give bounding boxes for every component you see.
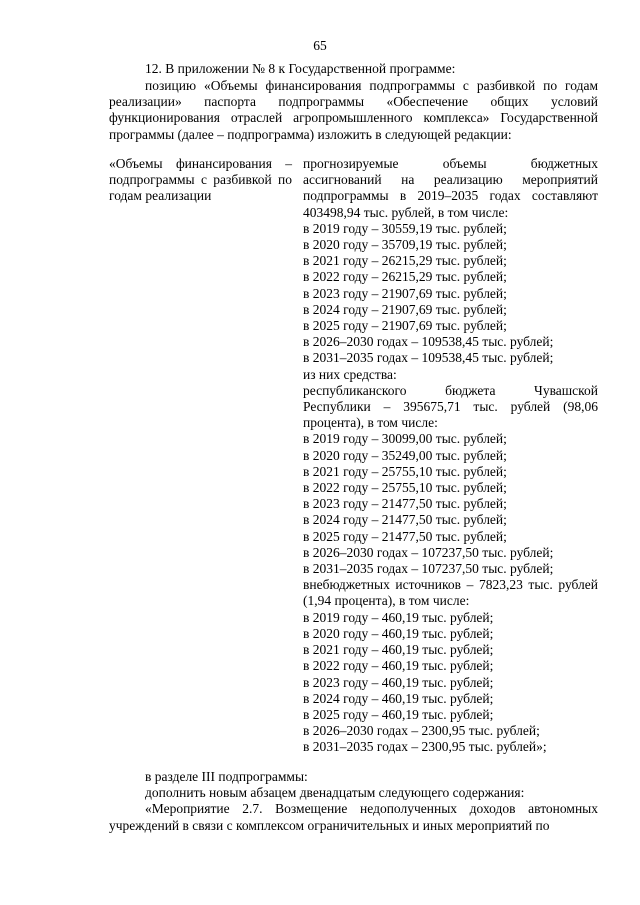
year-line: в 2021 году – 460,19 тыс. рублей; [303, 642, 494, 658]
republic-years-list [303, 431, 598, 577]
total-intro: прогнозируемые объемы бюджетных ассигнований на реализацию мероприятий подпрограммы в 2019–2035 годах составляют 403498,94 тыс. рублей, в том числе: [303, 156, 598, 220]
year-line: в 2024 году – 21477,50 тыс. рублей; [303, 512, 507, 528]
year-line: в 2024 году – 21907,69 тыс. рублей; [303, 301, 507, 317]
extra-intro: внебюджетных источников – 7823,23 тыс. рублей (1,94 процента), в том числе: [303, 577, 598, 609]
year-line: в 2022 году – 460,19 тыс. рублей; [303, 658, 494, 674]
year-line: в 2019 году – 30559,19 тыс. рублей; [303, 220, 507, 236]
year-line: в 2021 году – 25755,10 тыс. рублей; [303, 463, 507, 479]
total-years-list [303, 221, 598, 367]
year-line: в 2023 году – 21907,69 тыс. рублей; [303, 285, 507, 301]
year-line: в 2022 году – 26215,29 тыс. рублей; [303, 269, 507, 285]
year-line: в 2020 году – 460,19 тыс. рублей; [303, 625, 494, 641]
year-line: в 2025 году – 21477,50 тыс. рублей; [303, 528, 507, 544]
of-them-label: из них средства: [303, 366, 397, 382]
year-line: в 2026–2030 годах – 2300,95 тыс. рублей; [303, 723, 540, 739]
table-right-cell [303, 156, 598, 756]
add-paragraph: дополнить новым абзацем двенадцатым следующего содержания: [145, 785, 525, 801]
amendment-text: позицию «Объемы финансирования подпрограммы с разбивкой по годам реализации» паспорта подпрограммы «Обеспечение общих условий функционирования отраслей агропромышленного комплекса» Государственной программы (далее – подпрограмма) изложить в следующей редакции: [109, 78, 598, 142]
bottom-section [109, 769, 598, 834]
year-line: в 2019 году – 460,19 тыс. рублей; [303, 609, 494, 625]
year-line: в 2031–2035 годах – 107237,50 тыс. рублей; [303, 561, 554, 577]
year-line: в 2021 году – 26215,29 тыс. рублей; [303, 253, 507, 269]
year-line: в 2020 году – 35709,19 тыс. рублей; [303, 237, 507, 253]
year-line: в 2026–2030 годах – 109538,45 тыс. рублей; [303, 334, 554, 350]
year-line: в 2026–2030 годах – 107237,50 тыс. рублей; [303, 544, 554, 560]
republic-intro: республиканского бюджета Чувашской Республики – 395675,71 тыс. рублей (98,06 процента), в том числе: [303, 382, 598, 431]
year-line: в 2031–2035 годах – 2300,95 тыс. рублей»; [303, 739, 547, 755]
extra-years-list [303, 610, 598, 756]
table-left-cell: «Объемы финансирования – подпрограммы с разбивкой по годам реализации [109, 156, 292, 204]
amendment-item: 12. В приложении № 8 к Государственной программе: [145, 61, 456, 76]
section-ref: в разделе III подпрограммы: [145, 769, 308, 784]
year-line: в 2023 году – 21477,50 тыс. рублей; [303, 496, 507, 512]
measure-text: «Мероприятие 2.7. Возмещение недополученных доходов автономных учреждений в связи с комплексом ограничительных и иных мероприятий по [109, 801, 598, 833]
year-line: в 2024 году – 460,19 тыс. рублей; [303, 690, 494, 706]
year-line: в 2025 году – 460,19 тыс. рублей; [303, 706, 494, 722]
page-number: 65 [313, 38, 327, 53]
year-line: в 2022 году – 25755,10 тыс. рублей; [303, 480, 507, 496]
year-line: в 2019 году – 30099,00 тыс. рублей; [303, 431, 507, 447]
year-line: в 2023 году – 460,19 тыс. рублей; [303, 674, 494, 690]
year-line: в 2020 году – 35249,00 тыс. рублей; [303, 447, 507, 463]
year-line: в 2025 году – 21907,69 тыс. рублей; [303, 318, 507, 334]
year-line: в 2031–2035 годах – 109538,45 тыс. рублей; [303, 350, 554, 366]
